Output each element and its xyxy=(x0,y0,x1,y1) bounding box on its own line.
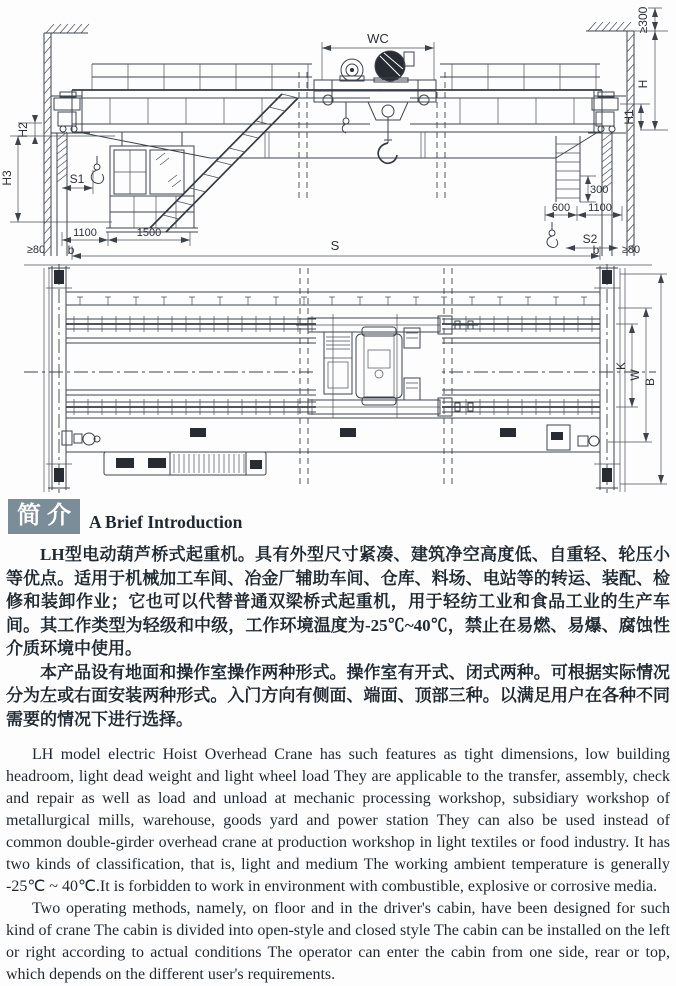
dim-label-ge300: ≥300 xyxy=(636,6,650,34)
dim-label-1100-left: 1100 xyxy=(73,227,97,239)
dim-label-b-right: b xyxy=(592,243,600,257)
dim-label-w: W xyxy=(628,369,642,381)
dim-label-300: 300 xyxy=(590,184,609,196)
crane-front-elevation-drawing xyxy=(0,0,676,262)
paragraph-english-1: LH model electric Hoist Overhead Crane has such features as tight dimensions, low building headroom, light dead weight and light wheel load They are applicable to the transfer, assembly, check and repair as well as load and unload at mechanic processing workshop, subsidiary workshop of metallurgical mills, warehouse, goods yard and power station They can also be used instead of common double-girder overhead crane at production workshop in light textiles or food industry. It has two kinds of classification, that is, light and medium The working ambient temperature is generally -25℃ ~ 40℃.It is forbidden to work in environment with combustible, explosive or corrosive media. xyxy=(6,746,670,895)
end-carriage-right xyxy=(594,264,620,493)
dim-label-s2: S2 xyxy=(582,232,598,246)
dim-label-k: K xyxy=(614,361,628,371)
dim-label-1500: 1500 xyxy=(136,227,162,239)
dim-label-h2: H2 xyxy=(16,122,30,138)
paragraph-chinese-2: 本产品设有地面和操作室操作两种形式。操作室有开式、闭式两种。可根据实际情况分为左或右面安装两种形式。入门方向有侧面、端面、顶部三种。以满足用户在各种不同需要的情况下进行选择。 xyxy=(6,662,670,729)
dim-label-h1: H1 xyxy=(622,109,636,125)
end-truck-left xyxy=(51,90,90,133)
dim-label-h: H xyxy=(636,79,650,89)
walkway-plan xyxy=(66,428,600,452)
section-badge: 简介 xyxy=(8,499,80,534)
end-carriage-left xyxy=(46,264,72,493)
paragraph-chinese-1: LH型电动葫芦桥式起重机。具有外型尺寸紧凑、建筑净空高度低、自重轻、轮压小等优点。适用于机械加工车间、冶金厂辅助车间、仓库、料场、电站等的转运、装配、检修和装卸作业；它也可以代替普通双梁桥式起重机，用于轻纺工业和食品工业的生产车间。其工作类型为轻级和中级，工作环境温度为-25℃~40℃，禁止在易燃、易爆、腐蚀性介质环境中使用。 xyxy=(6,545,670,658)
dim-label-h3: H3 xyxy=(0,170,14,186)
paragraph-english-2: Two operating methods, namely, on floor and in the driver's cabin, have been designed for such kind of crane The cabin is divided into open-style and closed style The cabin can be installed on the left or right according to actual conditions The operator can enter the cabin from one side, rear or top, which depends on the different user's requirements. xyxy=(6,900,670,983)
body-text xyxy=(0,543,676,986)
section-title: A Brief Introduction xyxy=(89,512,243,532)
travel-drive-left xyxy=(62,431,100,445)
dim-label-b-left: b xyxy=(67,243,75,257)
wall-left xyxy=(44,24,89,256)
dim-label-s1: S1 xyxy=(69,172,85,186)
dim-label-b: B xyxy=(643,377,657,387)
hook-symbol-right xyxy=(547,222,558,247)
section-header xyxy=(0,494,676,534)
dim-label-s: S xyxy=(330,238,340,253)
plan-dimensions xyxy=(608,274,667,484)
dim-label-600: 600 xyxy=(551,202,571,214)
crane-plan-view-drawing xyxy=(0,262,676,494)
wall-right xyxy=(586,22,634,256)
dim-label-wc: WC xyxy=(367,31,389,46)
end-truck-right xyxy=(588,90,626,133)
festoon-platform xyxy=(104,452,266,475)
dim-label-ge80-left: ≥80 xyxy=(26,244,46,256)
dim-label-1100-right: 1100 xyxy=(588,202,612,214)
travel-drive-right xyxy=(547,425,599,450)
dim-label-ge80-right: ≥80 xyxy=(621,244,641,256)
